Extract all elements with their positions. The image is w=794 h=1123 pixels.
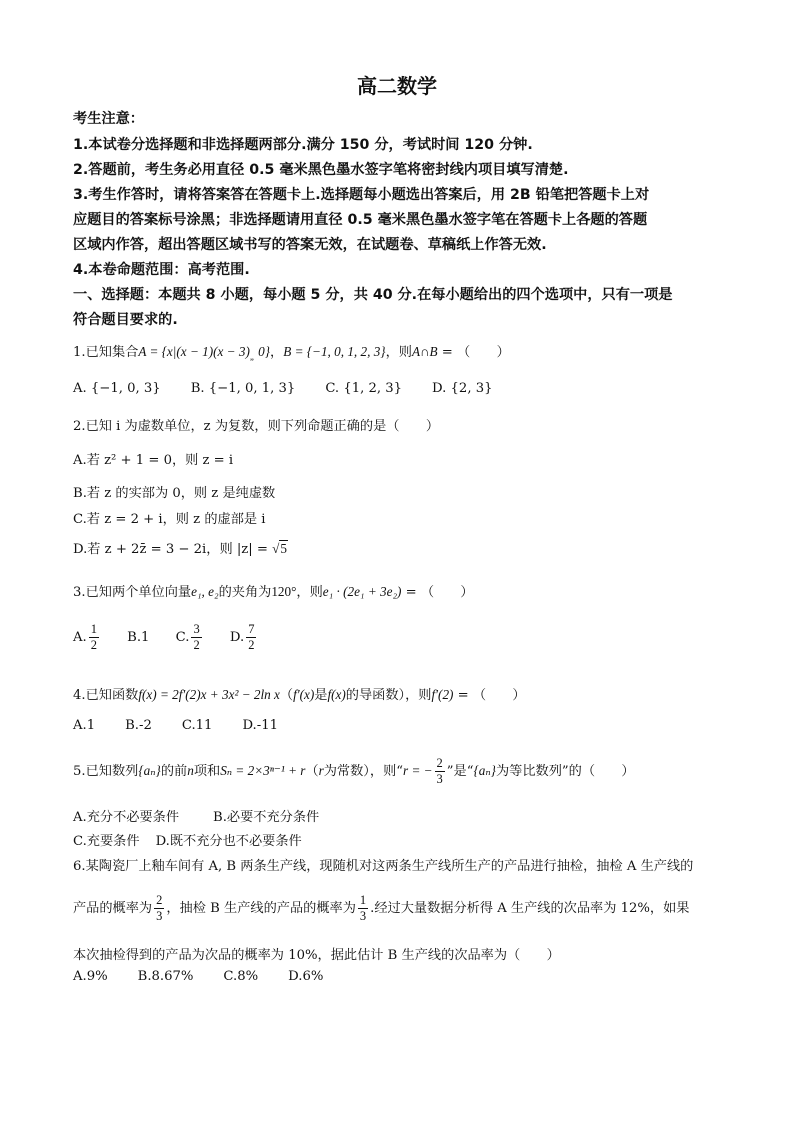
q5-text: 为常数），则“: [323, 764, 404, 779]
q5-sum: Sₙ = 2×3ⁿ⁻¹ + r: [220, 763, 306, 778]
question-3-options: [73, 622, 258, 653]
q5-text: 5.已知数列: [73, 764, 139, 779]
q3-text: 的夹角为: [218, 585, 272, 600]
option-b: B.8.67%: [137, 969, 194, 984]
q3-angle: 120°: [271, 584, 297, 599]
q2-d-text: D.若 z + 2z̄ = 3 − 2i，则 |z| =: [73, 542, 273, 557]
denominator: 2: [193, 638, 200, 652]
option-c: C.8%: [223, 969, 259, 984]
option-b: B. {−1, 0, 1, 3}: [190, 381, 296, 396]
q5-text: 项和: [193, 764, 221, 779]
option-d: D.-11: [242, 718, 278, 733]
q4-text: （: [279, 688, 294, 703]
q6-text: .经过大量数据分析得 A 生产线的次品率为 12%，如果: [370, 901, 690, 916]
q1-end: = （ ）: [437, 345, 510, 360]
question-3-stem: [73, 581, 474, 600]
option-c: C.11: [181, 718, 213, 733]
notice-line: 3.考生作答时，请将答案答在答题卡上.选择题每小题选出答案后，用 2B 铅笔把答题卡上对: [73, 187, 650, 203]
option-d: D. {2, 3}: [432, 381, 493, 396]
option-b: B.必要不充分条件: [213, 810, 320, 825]
question-5-options-row: [73, 830, 332, 849]
question-6-line: [73, 893, 690, 924]
q5-text: ”是“: [446, 764, 474, 779]
q3-vectors: e₁, e₂: [191, 584, 219, 599]
q2-option-c: C.若 z = 2 + i，则 z 的虚部是 i: [73, 512, 266, 527]
q1-prefix: 1.已知集合: [73, 345, 139, 360]
denominator: 2: [248, 638, 255, 652]
q4-text: 的导函数），则: [345, 688, 432, 703]
q4-fx: f(x): [327, 687, 346, 702]
option-a: A.充分不必要条件: [73, 810, 180, 825]
q3-expr: e₁ · (2e₁ + 3e₂): [322, 584, 402, 599]
q2-option-b: B.若 z 的实部为 0，则 z 是纯虚数: [73, 486, 276, 501]
section-heading-cont: 符合题目要求的.: [73, 312, 178, 328]
q3-text: 3.已知两个单位向量: [73, 585, 192, 600]
sqrt-radicand: 5: [280, 541, 287, 556]
q5-text: 的前: [160, 764, 188, 779]
question-6-options: [73, 969, 353, 984]
numerator: 2: [436, 756, 443, 770]
notice-line: 2.答题前，考生务必用直径 0.5 毫米黑色墨水签字笔将密封线内项目填写清楚.: [73, 162, 569, 178]
q6-text: 产品的概率为: [73, 901, 153, 916]
numerator: 1: [90, 622, 97, 636]
fraction: [154, 893, 164, 924]
notice-heading: 考生注意：: [73, 111, 144, 127]
set-b: B = {−1, 0, 1, 2, 3}: [283, 344, 386, 359]
option-b: B.-2: [125, 718, 152, 733]
q4-derivative: f′(x): [293, 687, 315, 702]
fraction: [358, 893, 368, 924]
q5-end: 为等比数列”的（ ）: [495, 764, 635, 779]
q4-function: f(x) = 2f′(2)x + 3x² − 2ln x: [138, 687, 280, 702]
option-d: D.6%: [288, 969, 324, 984]
option-label: C.: [175, 630, 190, 645]
numerator: 1: [359, 893, 367, 907]
fraction: [89, 622, 99, 653]
denominator: 3: [156, 909, 163, 923]
q1-ask: A∩B: [411, 344, 438, 359]
option-c: [175, 622, 204, 652]
section-heading: 一、选择题：本题共 8 小题，每小题 5 分，共 40 分.在每小题给出的四个选项中，只有一项是: [73, 287, 673, 303]
q2-option-d: [73, 538, 288, 557]
notice-line: 区域内作答，超出答题区域书写的答案无效，在试题卷、草稿纸上作答无效.: [73, 237, 547, 253]
numerator: 3: [193, 622, 200, 636]
question-5-stem: [73, 756, 635, 787]
set-a: A = {x|(x − 1)(x − 3): [138, 344, 250, 359]
q4-text: 是: [314, 688, 328, 703]
q5-seq2: {aₙ}: [473, 763, 496, 778]
q5-r: r: [318, 763, 324, 778]
denominator: 3: [359, 909, 367, 923]
q2-option-a: A.若 z² + 1 = 0，则 z = i: [73, 453, 234, 468]
option-a: A.9%: [73, 969, 108, 984]
option-label: A.: [73, 630, 87, 645]
q1-sep: ，: [270, 345, 284, 360]
set-a-sub: „: [249, 351, 255, 362]
denominator: 3: [436, 772, 443, 786]
q5-seq: {aₙ}: [138, 763, 161, 778]
option-d: [229, 622, 259, 652]
notice-line: 4.本卷命题范围：高考范围.: [73, 262, 250, 278]
question-1-options: [73, 381, 522, 396]
option-d: D.既不充分也不必要条件: [155, 834, 302, 849]
option-a: A. {−1, 0, 3}: [73, 381, 161, 396]
fraction: [435, 756, 445, 787]
q3-text: ，则: [296, 585, 323, 600]
q4-end: = （ ）: [453, 688, 526, 703]
q3-end: = （ ）: [401, 585, 474, 600]
option-a: A.1: [73, 718, 96, 733]
option-c: C.充要条件: [73, 834, 140, 849]
q6-text: ，抽检 B 生产线的产品的概率为: [166, 901, 356, 916]
question-4-options: [73, 718, 308, 733]
fraction: [246, 622, 256, 653]
question-4-stem: [73, 684, 526, 703]
question-6-line: 6.某陶瓷厂上釉车间有 A, B 两条生产线，现随机对这两条生产线所生产的产品进行抽检，抽检 A 生产线的: [73, 859, 694, 874]
q4-ask: f′(2): [431, 687, 454, 702]
q1-mid: ，则: [385, 345, 412, 360]
option-c: C. {1, 2, 3}: [325, 381, 403, 396]
notice-line: 应题目的答案标号涂黑；非选择题请用直径 0.5 毫米黑色墨水签字笔在答题卡上各题的答题: [73, 212, 648, 228]
q5-n: n: [187, 763, 194, 778]
notice-line: 1.本试卷分选择题和非选择题两部分.满分 150 分，考试时间 120 分钟.: [73, 137, 533, 153]
denominator: 2: [90, 638, 97, 652]
question-2-stem: 2.已知 i 为虚数单位，z 为复数，则下列命题正确的是（ ）: [73, 419, 440, 434]
q5-text: （: [305, 764, 319, 779]
q4-text: 4.已知函数: [73, 688, 139, 703]
sqrt-sign: √: [272, 541, 280, 556]
option-b: B.1: [127, 630, 150, 645]
question-1-stem: [73, 341, 510, 362]
numerator: 2: [156, 893, 163, 907]
q5-req: r = −: [403, 763, 433, 778]
question-6-line: 本次抽检得到的产品为次品的概率为 10%，据此估计 B 生产线的次品率为（ ）: [73, 948, 560, 963]
fraction: [191, 622, 201, 653]
option-a: [73, 622, 101, 652]
set-a-end: 0}: [254, 344, 271, 359]
numerator: 7: [248, 622, 255, 636]
option-label: D.: [229, 630, 245, 645]
question-5-options-row: [73, 806, 353, 825]
page-title: 高二数学: [357, 74, 437, 98]
